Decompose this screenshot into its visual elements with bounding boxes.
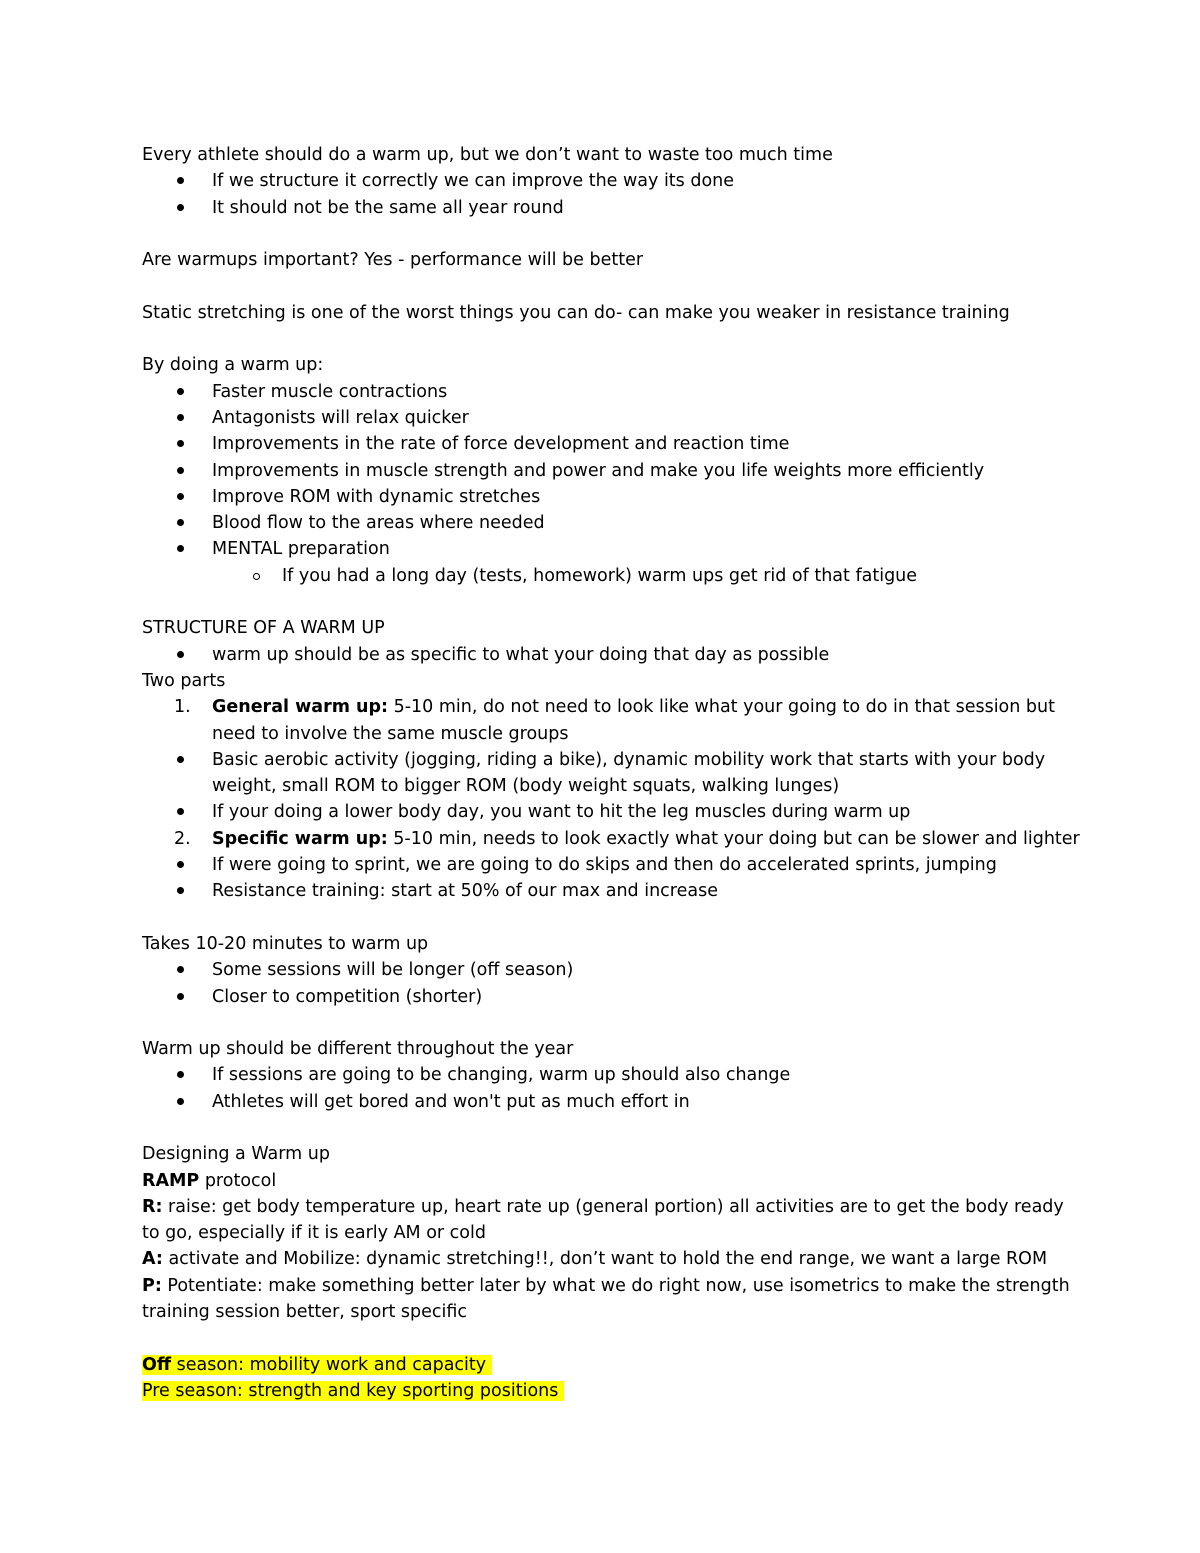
- list-item: [142, 195, 1072, 221]
- list-item: [142, 484, 1072, 510]
- list-item-text: Basic aerobic activity (jogging, riding a bike), dynamic mobility work that starts with your body: [212, 749, 1046, 770]
- item-text: 5-10 min, needs to look exactly what your doing but can be slower and lighter: [387, 828, 1080, 849]
- off-season-line: [142, 1352, 1072, 1378]
- list-item: [142, 458, 1072, 484]
- list-item-text: If were going to sprint, we are going to do skips and then do accelerated sprints, jumping: [212, 855, 997, 876]
- bullet-icon: [177, 756, 184, 763]
- bullet-icon: [177, 440, 184, 447]
- pre-season-line: [142, 1378, 1072, 1404]
- item-label: General warm up:: [212, 697, 389, 718]
- bullet-icon: [177, 993, 184, 1000]
- ramp-p-label: P:: [142, 1275, 162, 1296]
- list-item: [142, 431, 1072, 457]
- list-item: [142, 642, 1072, 668]
- year-heading: Warm up should be different throughout the year: [142, 1039, 574, 1060]
- list-item-text: If we structure it correctly we can improve the way its done: [212, 171, 735, 192]
- bullet-icon: [177, 467, 184, 474]
- list-item-text: Improvements in the rate of force development and reaction time: [212, 434, 790, 455]
- ramp-p-line: [142, 1273, 1072, 1299]
- list-item-text: Faster muscle contractions: [212, 381, 448, 402]
- ramp-a-line: [142, 1246, 1072, 1272]
- list-item-text: Improvements in muscle strength and power and make you life weights more efficiently: [212, 460, 985, 481]
- bullet-icon: [177, 1098, 184, 1105]
- list-item-text: warm up should be as specific to what your doing that day as possible: [212, 644, 830, 665]
- list-item: [142, 957, 1072, 983]
- bullet-icon: [177, 493, 184, 500]
- bullet-icon: [177, 519, 184, 526]
- list-item: [142, 747, 1072, 773]
- list-item-text: Some sessions will be longer (off season): [212, 960, 574, 981]
- bullet-icon: [177, 887, 184, 894]
- structure-heading: STRUCTURE OF A WARM UP: [142, 618, 385, 639]
- bullet-icon: [177, 388, 184, 395]
- hollow-bullet-icon: [253, 573, 260, 580]
- off-season-text: season: mobility work and capacity: [171, 1354, 487, 1375]
- list-item-text: If sessions are going to be changing, warm up should also change: [212, 1065, 791, 1086]
- bullet-icon: [177, 1071, 184, 1078]
- list-item-text: Blood flow to the areas where needed: [212, 513, 545, 534]
- ramp-line: [142, 1168, 1072, 1194]
- list-item: [142, 1089, 1072, 1115]
- list-item-continuation: weight, small ROM to bigger ROM (body weight squats, walking lunges): [212, 776, 840, 797]
- item-number: 1.: [174, 697, 191, 718]
- ramp-label: RAMP: [142, 1170, 200, 1191]
- importance-line: Are warmups important? Yes - performance will be better: [142, 250, 644, 271]
- list-item: [142, 510, 1072, 536]
- sub-list-item-text: If you had a long day (tests, homework) warm ups get rid of that fatigue: [282, 565, 918, 586]
- ramp-r-label: R:: [142, 1196, 163, 1217]
- ramp-r-text: raise: get body temperature up, heart rate up (general portion) all activities are to get the body ready: [162, 1196, 1064, 1217]
- bullet-icon: [177, 204, 184, 211]
- numbered-item: [142, 826, 1080, 852]
- static-stretching-line: Static stretching is one of the worst things you can do- can make you weaker in resistance training: [142, 302, 1010, 323]
- benefits-heading: By doing a warm up:: [142, 355, 324, 376]
- two-parts-label: Two parts: [142, 670, 226, 691]
- highlighted-text: [142, 1355, 492, 1375]
- list-item: [142, 984, 1072, 1010]
- list-item: [142, 878, 1072, 904]
- list-item-text: Resistance training: start at 50% of our max and increase: [212, 881, 718, 902]
- ramp-p-text: Potentiate: make something better later by what we do right now, use isometrics to make the strength: [161, 1275, 1070, 1296]
- duration-heading: Takes 10-20 minutes to warm up: [142, 933, 429, 954]
- numbered-item: [142, 694, 1072, 720]
- ramp-r-line: [142, 1194, 1072, 1220]
- list-item-text: It should not be the same all year round: [212, 197, 564, 218]
- list-item: [142, 852, 1072, 878]
- bullet-icon: [177, 808, 184, 815]
- intro-line: Every athlete should do a warm up, but we don’t want to waste too much time: [142, 145, 833, 165]
- item-continuation: need to involve the same muscle groups: [212, 723, 569, 744]
- ramp-p-continuation: training session better, sport specific: [142, 1302, 468, 1323]
- bullet-icon: [177, 966, 184, 973]
- bullet-icon: [177, 861, 184, 868]
- item-number: 2.: [174, 828, 191, 849]
- ramp-text: protocol: [199, 1170, 277, 1191]
- list-item-text: Athletes will get bored and won't put as much effort in: [212, 1091, 690, 1112]
- list-item: [142, 1062, 1072, 1088]
- bullet-icon: [177, 545, 184, 552]
- design-heading: Designing a Warm up: [142, 1144, 330, 1165]
- ramp-a-text: activate and Mobilize: dynamic stretching!!, don’t want to hold the end range, we want a large ROM: [162, 1249, 1048, 1270]
- list-item: [142, 379, 1072, 405]
- ramp-a-label: A:: [142, 1249, 163, 1270]
- list-item-text: Closer to competition (shorter): [212, 986, 483, 1007]
- list-item-text: If your doing a lower body day, you want to hit the leg muscles during warm up: [212, 802, 911, 823]
- list-item-text: Antagonists will relax quicker: [212, 407, 469, 428]
- list-item: [142, 799, 1072, 825]
- sub-list-item: [142, 563, 1072, 589]
- bullet-icon: [177, 651, 184, 658]
- document-page: [142, 142, 1080, 1404]
- ramp-r-continuation: to go, especially if it is early AM or cold: [142, 1223, 486, 1244]
- list-item: [142, 405, 1072, 431]
- off-label: Off: [142, 1354, 172, 1375]
- item-text: 5-10 min, do not need to look like what your going to do in that session but: [388, 697, 1055, 718]
- list-item: [142, 168, 1072, 194]
- highlighted-text: Pre season: strength and key sporting positions: [142, 1381, 564, 1401]
- list-item: [142, 536, 1072, 562]
- list-item-text: MENTAL preparation: [212, 539, 390, 560]
- bullet-icon: [177, 177, 184, 184]
- list-item-text: Improve ROM with dynamic stretches: [212, 486, 541, 507]
- bullet-icon: [177, 414, 184, 421]
- item-label: Specific warm up:: [212, 828, 388, 849]
